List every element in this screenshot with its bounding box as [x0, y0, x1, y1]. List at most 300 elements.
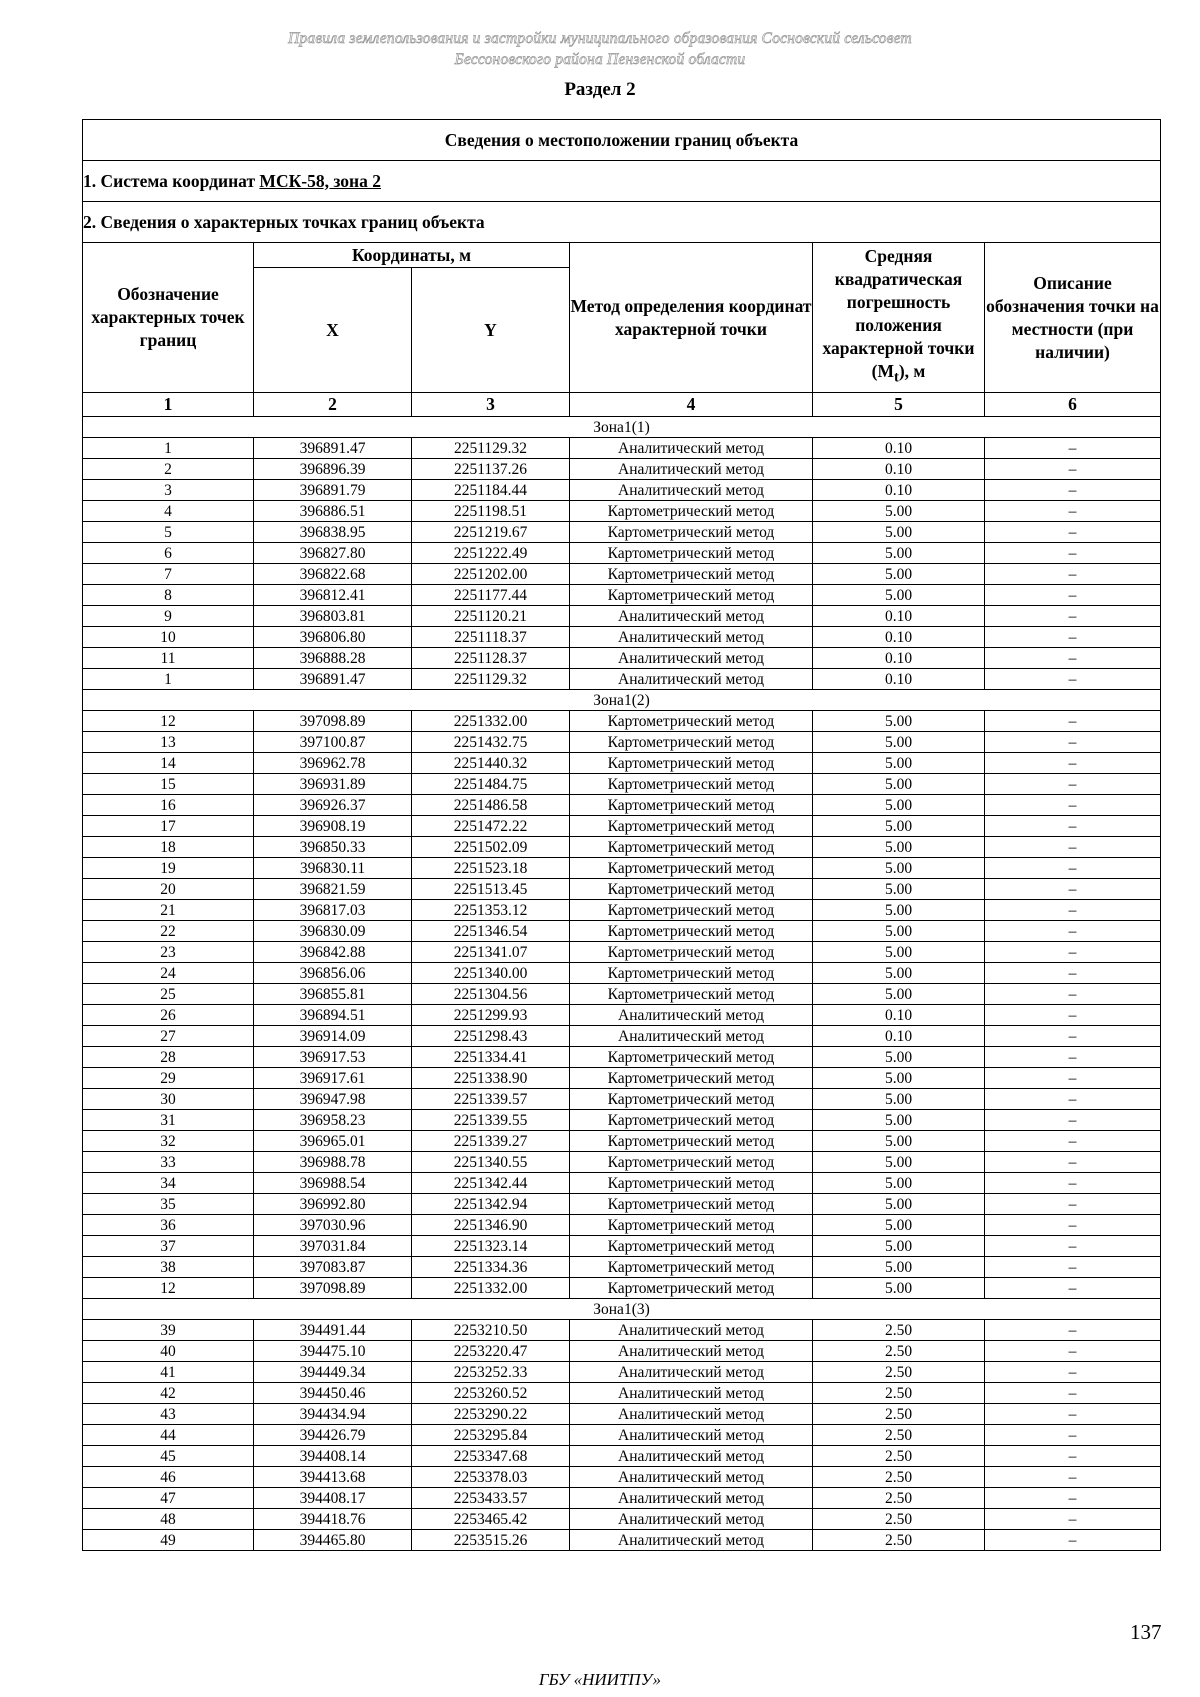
table-row: [83, 1005, 1161, 1026]
y-cell: 2251332.00: [412, 711, 570, 732]
method-cell: Аналитический метод: [570, 480, 813, 501]
table-row: [83, 1425, 1161, 1446]
x-cell: 397083.87: [254, 1257, 412, 1278]
x-cell: 396908.19: [254, 816, 412, 837]
zone-row: [83, 690, 1161, 711]
zone-label: Зона1(1): [83, 417, 1161, 438]
table-row: [83, 564, 1161, 585]
mean-error-cell: 2.50: [813, 1320, 985, 1341]
mean-error-cell: 5.00: [813, 564, 985, 585]
x-cell: 396988.78: [254, 1152, 412, 1173]
method-cell: Картометрический метод: [570, 1089, 813, 1110]
point-id-cell: 34: [83, 1173, 254, 1194]
method-cell: Картометрический метод: [570, 1152, 813, 1173]
mean-error-cell: 2.50: [813, 1362, 985, 1383]
y-cell: 2251323.14: [412, 1236, 570, 1257]
coordinate-system-row: [83, 161, 1161, 202]
mean-error-cell: 5.00: [813, 837, 985, 858]
mean-error-cell: 5.00: [813, 942, 985, 963]
description-cell: –: [985, 627, 1161, 648]
y-cell: 2253252.33: [412, 1362, 570, 1383]
x-cell: 396965.01: [254, 1131, 412, 1152]
table-row: [83, 1047, 1161, 1068]
zone-row: [83, 417, 1161, 438]
description-cell: –: [985, 1131, 1161, 1152]
mean-error-cell: 5.00: [813, 522, 985, 543]
description-cell: –: [985, 1068, 1161, 1089]
y-cell: 2251342.94: [412, 1194, 570, 1215]
table-row: [83, 648, 1161, 669]
point-id-cell: 46: [83, 1467, 254, 1488]
mean-error-cell: 5.00: [813, 1089, 985, 1110]
mean-error-cell: 5.00: [813, 1110, 985, 1131]
running-header-line-2: Бессоновского района Пензенской области: [454, 51, 746, 68]
method-cell: Аналитический метод: [570, 1320, 813, 1341]
point-id-cell: 36: [83, 1215, 254, 1236]
x-cell: 397100.87: [254, 732, 412, 753]
coordinate-system-value: МСК-58, зона 2: [259, 170, 381, 191]
description-cell: –: [985, 1215, 1161, 1236]
y-cell: 2251353.12: [412, 900, 570, 921]
y-cell: 2251128.37: [412, 648, 570, 669]
y-cell: 2251332.00: [412, 1278, 570, 1299]
point-id-cell: 10: [83, 627, 254, 648]
points-section-heading: 2. Сведения о характерных точках границ объекта: [83, 202, 1161, 243]
mean-error-cell: 5.00: [813, 711, 985, 732]
mean-error-cell: 0.10: [813, 669, 985, 690]
method-cell: Картометрический метод: [570, 879, 813, 900]
point-id-cell: 23: [83, 942, 254, 963]
y-cell: 2251432.75: [412, 732, 570, 753]
y-cell: 2251339.57: [412, 1089, 570, 1110]
method-cell: Аналитический метод: [570, 1530, 813, 1551]
x-cell: 394475.10: [254, 1341, 412, 1362]
running-footer: ГБУ «НИИТПУ»: [538, 1670, 662, 1689]
x-cell: 396988.54: [254, 1173, 412, 1194]
running-header-line-1: Правила землепользования и застройки муниципального образования Сосновский сельсовет: [288, 30, 912, 47]
x-cell: 394426.79: [254, 1425, 412, 1446]
method-cell: Аналитический метод: [570, 1404, 813, 1425]
point-id-cell: 49: [83, 1530, 254, 1551]
point-id-cell: 7: [83, 564, 254, 585]
x-cell: 396914.09: [254, 1026, 412, 1047]
table-row: [83, 438, 1161, 459]
table-row: [83, 879, 1161, 900]
x-cell: 396896.39: [254, 459, 412, 480]
x-cell: 397098.89: [254, 1278, 412, 1299]
table-row: [83, 480, 1161, 501]
method-cell: Картометрический метод: [570, 1131, 813, 1152]
y-cell: 2251222.49: [412, 543, 570, 564]
column-number-row: [83, 393, 1161, 417]
mean-error-cell: 2.50: [813, 1530, 985, 1551]
point-id-cell: 15: [83, 774, 254, 795]
table-row: [83, 1488, 1161, 1509]
description-cell: –: [985, 1362, 1161, 1383]
x-cell: 396891.79: [254, 480, 412, 501]
table-row: [83, 984, 1161, 1005]
y-cell: 2251177.44: [412, 585, 570, 606]
table-row: [83, 669, 1161, 690]
y-cell: 2253378.03: [412, 1467, 570, 1488]
description-cell: –: [985, 543, 1161, 564]
column-number: 1: [83, 393, 254, 417]
description-cell: –: [985, 984, 1161, 1005]
description-cell: –: [985, 1194, 1161, 1215]
method-cell: Картометрический метод: [570, 1068, 813, 1089]
y-cell: 2251129.32: [412, 669, 570, 690]
point-id-cell: 6: [83, 543, 254, 564]
y-cell: 2251198.51: [412, 501, 570, 522]
column-number: 3: [412, 393, 570, 417]
table-row: [83, 1131, 1161, 1152]
x-cell: 396886.51: [254, 501, 412, 522]
point-id-cell: 13: [83, 732, 254, 753]
page-number: 137: [1130, 1620, 1162, 1644]
y-cell: 2251342.44: [412, 1173, 570, 1194]
description-cell: –: [985, 1530, 1161, 1551]
mean-error-cell: 0.10: [813, 1005, 985, 1026]
y-cell: 2251486.58: [412, 795, 570, 816]
mean-error-cell: 5.00: [813, 1215, 985, 1236]
point-id-cell: 47: [83, 1488, 254, 1509]
point-id-cell: 33: [83, 1152, 254, 1173]
x-cell: 394450.46: [254, 1383, 412, 1404]
method-cell: Картометрический метод: [570, 585, 813, 606]
description-cell: –: [985, 1278, 1161, 1299]
table-row: [83, 606, 1161, 627]
table-row: [83, 1509, 1161, 1530]
table-row: [83, 627, 1161, 648]
mean-error-cell: 5.00: [813, 1236, 985, 1257]
header-mean-error-unit: ), м: [898, 361, 926, 382]
table-row: [83, 1068, 1161, 1089]
y-cell: 2251334.36: [412, 1257, 570, 1278]
table-row: [83, 585, 1161, 606]
method-cell: Картометрический метод: [570, 795, 813, 816]
table-title: Сведения о местоположении границ объекта: [83, 120, 1161, 161]
table-row: [83, 795, 1161, 816]
y-cell: 2251129.32: [412, 438, 570, 459]
point-id-cell: 35: [83, 1194, 254, 1215]
y-cell: 2253515.26: [412, 1530, 570, 1551]
point-id-cell: 43: [83, 1404, 254, 1425]
point-id-cell: 9: [83, 606, 254, 627]
description-cell: –: [985, 1404, 1161, 1425]
mean-error-cell: 2.50: [813, 1425, 985, 1446]
mean-error-cell: 2.50: [813, 1509, 985, 1530]
method-cell: Картометрический метод: [570, 921, 813, 942]
method-cell: Картометрический метод: [570, 1236, 813, 1257]
point-id-cell: 28: [83, 1047, 254, 1068]
method-cell: Картометрический метод: [570, 816, 813, 837]
method-cell: Картометрический метод: [570, 774, 813, 795]
table-row: [83, 1530, 1161, 1551]
y-cell: 2251346.90: [412, 1215, 570, 1236]
column-number: 4: [570, 393, 813, 417]
header-x: X: [254, 268, 412, 393]
point-id-cell: 38: [83, 1257, 254, 1278]
description-cell: –: [985, 837, 1161, 858]
mean-error-cell: 5.00: [813, 921, 985, 942]
description-cell: –: [985, 753, 1161, 774]
method-cell: Картометрический метод: [570, 711, 813, 732]
description-cell: –: [985, 1089, 1161, 1110]
mean-error-cell: 5.00: [813, 1068, 985, 1089]
y-cell: 2251484.75: [412, 774, 570, 795]
method-cell: Картометрический метод: [570, 1110, 813, 1131]
y-cell: 2251339.55: [412, 1110, 570, 1131]
method-cell: Картометрический метод: [570, 963, 813, 984]
point-id-cell: 8: [83, 585, 254, 606]
point-id-cell: 32: [83, 1131, 254, 1152]
method-cell: Картометрический метод: [570, 564, 813, 585]
mean-error-cell: 5.00: [813, 1173, 985, 1194]
x-cell: 396917.61: [254, 1068, 412, 1089]
table-row: [83, 459, 1161, 480]
y-cell: 2251340.55: [412, 1152, 570, 1173]
description-cell: –: [985, 900, 1161, 921]
method-cell: Аналитический метод: [570, 648, 813, 669]
mean-error-cell: 5.00: [813, 501, 985, 522]
description-cell: –: [985, 501, 1161, 522]
y-cell: 2251339.27: [412, 1131, 570, 1152]
table-row: [83, 963, 1161, 984]
point-id-cell: 16: [83, 795, 254, 816]
point-id-cell: 21: [83, 900, 254, 921]
y-cell: 2251184.44: [412, 480, 570, 501]
mean-error-cell: 5.00: [813, 1152, 985, 1173]
table-row: [83, 501, 1161, 522]
method-cell: Картометрический метод: [570, 1047, 813, 1068]
mean-error-cell: 2.50: [813, 1488, 985, 1509]
point-id-cell: 37: [83, 1236, 254, 1257]
method-cell: Картометрический метод: [570, 1173, 813, 1194]
mean-error-cell: 5.00: [813, 543, 985, 564]
method-cell: Картометрический метод: [570, 900, 813, 921]
header-designation: Обозначение характерных точек границ: [83, 243, 254, 393]
point-id-cell: 14: [83, 753, 254, 774]
mean-error-cell: 0.10: [813, 1026, 985, 1047]
x-cell: 394465.80: [254, 1530, 412, 1551]
point-id-cell: 30: [83, 1089, 254, 1110]
x-cell: 396827.80: [254, 543, 412, 564]
x-cell: 396822.68: [254, 564, 412, 585]
table-row: [83, 1362, 1161, 1383]
x-cell: 396803.81: [254, 606, 412, 627]
mean-error-cell: 0.10: [813, 648, 985, 669]
table-row: [83, 522, 1161, 543]
header-y: Y: [412, 268, 570, 393]
x-cell: 396850.33: [254, 837, 412, 858]
method-cell: Аналитический метод: [570, 606, 813, 627]
y-cell: 2251334.41: [412, 1047, 570, 1068]
table-row: [83, 816, 1161, 837]
x-cell: 396812.41: [254, 585, 412, 606]
description-cell: –: [985, 1425, 1161, 1446]
table-row: [83, 1236, 1161, 1257]
table-row: [83, 732, 1161, 753]
y-cell: 2251502.09: [412, 837, 570, 858]
point-id-cell: 26: [83, 1005, 254, 1026]
point-id-cell: 12: [83, 711, 254, 732]
y-cell: 2253295.84: [412, 1425, 570, 1446]
table-row: [83, 711, 1161, 732]
running-header: [0, 28, 1200, 70]
point-id-cell: 41: [83, 1362, 254, 1383]
description-cell: –: [985, 1467, 1161, 1488]
column-number: 6: [985, 393, 1161, 417]
x-cell: 394418.76: [254, 1509, 412, 1530]
description-cell: –: [985, 648, 1161, 669]
point-id-cell: 29: [83, 1068, 254, 1089]
table-row: [83, 1341, 1161, 1362]
description-cell: –: [985, 1509, 1161, 1530]
zone-label: Зона1(2): [83, 690, 1161, 711]
x-cell: 396842.88: [254, 942, 412, 963]
method-cell: Аналитический метод: [570, 1005, 813, 1026]
x-cell: 396958.23: [254, 1110, 412, 1131]
point-id-cell: 39: [83, 1320, 254, 1341]
description-cell: –: [985, 858, 1161, 879]
mean-error-cell: 5.00: [813, 984, 985, 1005]
description-cell: –: [985, 522, 1161, 543]
point-id-cell: 5: [83, 522, 254, 543]
column-number: 2: [254, 393, 412, 417]
method-cell: Картометрический метод: [570, 753, 813, 774]
mean-error-cell: 2.50: [813, 1467, 985, 1488]
description-cell: –: [985, 564, 1161, 585]
point-id-cell: 18: [83, 837, 254, 858]
point-id-cell: 2: [83, 459, 254, 480]
x-cell: 397098.89: [254, 711, 412, 732]
description-cell: –: [985, 1320, 1161, 1341]
boundary-points-table: [82, 119, 1161, 1551]
table-row: [83, 543, 1161, 564]
y-cell: 2253433.57: [412, 1488, 570, 1509]
x-cell: 396830.11: [254, 858, 412, 879]
y-cell: 2251341.07: [412, 942, 570, 963]
x-cell: 396992.80: [254, 1194, 412, 1215]
point-id-cell: 11: [83, 648, 254, 669]
x-cell: 396830.09: [254, 921, 412, 942]
description-cell: –: [985, 1446, 1161, 1467]
method-cell: Аналитический метод: [570, 1446, 813, 1467]
y-cell: 2251118.37: [412, 627, 570, 648]
method-cell: Картометрический метод: [570, 522, 813, 543]
description-cell: –: [985, 1488, 1161, 1509]
method-cell: Аналитический метод: [570, 1383, 813, 1404]
x-cell: 397031.84: [254, 1236, 412, 1257]
point-id-cell: 44: [83, 1425, 254, 1446]
x-cell: 397030.96: [254, 1215, 412, 1236]
point-id-cell: 20: [83, 879, 254, 900]
mean-error-cell: 2.50: [813, 1383, 985, 1404]
method-cell: Аналитический метод: [570, 459, 813, 480]
x-cell: 396947.98: [254, 1089, 412, 1110]
point-id-cell: 17: [83, 816, 254, 837]
zone-row: [83, 1299, 1161, 1320]
mean-error-cell: 0.10: [813, 480, 985, 501]
description-cell: –: [985, 1383, 1161, 1404]
x-cell: 396856.06: [254, 963, 412, 984]
x-cell: 396891.47: [254, 438, 412, 459]
x-cell: 394449.34: [254, 1362, 412, 1383]
y-cell: 2251340.00: [412, 963, 570, 984]
description-cell: –: [985, 963, 1161, 984]
table-row: [83, 774, 1161, 795]
mean-error-cell: 5.00: [813, 816, 985, 837]
description-cell: –: [985, 711, 1161, 732]
y-cell: 2251304.56: [412, 984, 570, 1005]
table-row: [83, 1110, 1161, 1131]
y-cell: 2251346.54: [412, 921, 570, 942]
description-cell: –: [985, 606, 1161, 627]
header-mean-error: [813, 243, 985, 393]
x-cell: 396817.03: [254, 900, 412, 921]
method-cell: Аналитический метод: [570, 627, 813, 648]
header-coordinates: Координаты, м: [254, 243, 570, 268]
y-cell: 2251219.67: [412, 522, 570, 543]
point-id-cell: 45: [83, 1446, 254, 1467]
mean-error-cell: 5.00: [813, 858, 985, 879]
x-cell: 396838.95: [254, 522, 412, 543]
method-cell: Аналитический метод: [570, 438, 813, 459]
table-row: [83, 1194, 1161, 1215]
y-cell: 2251299.93: [412, 1005, 570, 1026]
table-row: [83, 1089, 1161, 1110]
x-cell: 394408.14: [254, 1446, 412, 1467]
mean-error-cell: 5.00: [813, 900, 985, 921]
x-cell: 396888.28: [254, 648, 412, 669]
zone-label: Зона1(3): [83, 1299, 1161, 1320]
y-cell: 2251440.32: [412, 753, 570, 774]
description-cell: –: [985, 1173, 1161, 1194]
coordinate-system-label: 1. Система координат: [83, 170, 260, 191]
table-row: [83, 837, 1161, 858]
mean-error-cell: 2.50: [813, 1404, 985, 1425]
point-id-cell: 27: [83, 1026, 254, 1047]
y-cell: 2253347.68: [412, 1446, 570, 1467]
mean-error-cell: 5.00: [813, 879, 985, 900]
mean-error-cell: 2.50: [813, 1446, 985, 1467]
y-cell: 2251523.18: [412, 858, 570, 879]
point-id-cell: 25: [83, 984, 254, 1005]
description-cell: –: [985, 669, 1161, 690]
y-cell: 2253210.50: [412, 1320, 570, 1341]
mean-error-cell: 5.00: [813, 1194, 985, 1215]
table-row: [83, 1320, 1161, 1341]
x-cell: 394491.44: [254, 1320, 412, 1341]
y-cell: 2253290.22: [412, 1404, 570, 1425]
description-cell: –: [985, 879, 1161, 900]
x-cell: 394434.94: [254, 1404, 412, 1425]
point-id-cell: 22: [83, 921, 254, 942]
description-cell: –: [985, 1005, 1161, 1026]
description-cell: –: [985, 1257, 1161, 1278]
point-id-cell: 42: [83, 1383, 254, 1404]
table-row: [83, 900, 1161, 921]
mean-error-cell: 5.00: [813, 1047, 985, 1068]
header-method: Метод определения координат характерной точки: [570, 243, 813, 393]
table-row: [83, 1026, 1161, 1047]
mean-error-cell: 0.10: [813, 438, 985, 459]
column-number: 5: [813, 393, 985, 417]
mean-error-cell: 5.00: [813, 732, 985, 753]
x-cell: 396821.59: [254, 879, 412, 900]
method-cell: Аналитический метод: [570, 1362, 813, 1383]
method-cell: Аналитический метод: [570, 669, 813, 690]
